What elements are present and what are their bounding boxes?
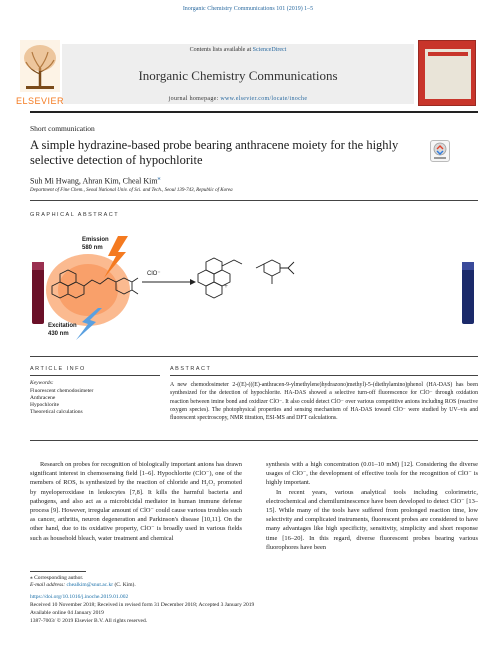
journal-homepage bbox=[62, 96, 414, 102]
divider-abstract bbox=[170, 375, 478, 376]
keywords-label: Keywords: bbox=[30, 380, 54, 386]
sciencedirect-link[interactable]: ScienceDirect bbox=[252, 47, 287, 53]
vial-blue bbox=[462, 262, 474, 324]
excitation-text: Excitation bbox=[48, 323, 77, 329]
journal-cover-thumbnail[interactable] bbox=[418, 40, 476, 106]
crossmark-badge[interactable] bbox=[430, 140, 450, 162]
abstract-heading: ABSTRACT bbox=[170, 366, 212, 372]
email-suffix: (C. Kim). bbox=[113, 582, 136, 588]
divider-info bbox=[30, 375, 160, 376]
keyword-item: Hypochlorite bbox=[30, 402, 60, 408]
email-line bbox=[30, 582, 136, 590]
keyword-item: Anthracene bbox=[30, 395, 56, 401]
graphical-abstract-heading: GRAPHICAL ABSTRACT bbox=[30, 212, 120, 218]
body-paragraph: Research on probes for recognition of biologically important anions has drawn significant interest in chemosensing field [1–6]. Hypochlorite (ClO⁻), one of the members of ROS, is synthesized by the reaction of chloride and H₂O₂ promoted by myeloperoxidase in leukocytes [7,8]. It kills the harmful bacteria and pathogens, and also act as a microbicidal mediator in human immune defense process [9]. However, irregular amount of ClO⁻ could cause various troubles such as cancer, arthritis, neuron degeneration and Parkinson's disease [10,11]. On the other hand, due to its oxidative property, ClO⁻ is broadly used in various fields such as household bleach, water treatment and chemical bbox=[30, 461, 242, 542]
keyword-item: Fluorescent chemodosimeter bbox=[30, 388, 94, 394]
divider-ga bbox=[30, 356, 478, 357]
email-link[interactable]: chealkim@snut.ac.kr bbox=[66, 582, 114, 588]
plus-sign: + bbox=[224, 282, 228, 290]
excitation-label bbox=[48, 322, 77, 338]
excitation-wavelength: 430 nm bbox=[48, 331, 69, 337]
emission-label bbox=[82, 236, 109, 252]
contents-line bbox=[62, 47, 414, 53]
divider-top bbox=[30, 200, 478, 201]
doi-line bbox=[30, 594, 128, 602]
body-left-column bbox=[30, 460, 242, 543]
article-info-heading: ARTICLE INFO bbox=[30, 366, 86, 372]
divider-body bbox=[30, 440, 478, 441]
elsevier-tree-logo bbox=[20, 40, 60, 102]
crossmark-icon bbox=[431, 141, 449, 161]
product-anthracene bbox=[198, 258, 242, 298]
cover-image bbox=[425, 49, 471, 99]
author-names: Suh Mi Hwang, Ahran Kim, Cheal Kim bbox=[30, 176, 158, 186]
vial-red bbox=[32, 262, 44, 324]
doi-link[interactable]: https://doi.org/10.1016/j.inoche.2019.01.002 bbox=[30, 594, 129, 600]
keyword-item: Theoretical calculations bbox=[30, 409, 83, 415]
received-dates: Received 10 November 2018; Received in revised form 31 December 2018; Accepted 3 January 2019 bbox=[30, 602, 255, 608]
product-benzaldehyde bbox=[256, 260, 294, 284]
elsevier-wordmark: ELSEVIER bbox=[16, 96, 65, 106]
cover-bar bbox=[428, 52, 468, 56]
corresponding-mark[interactable]: ⁎ bbox=[157, 176, 161, 182]
body-paragraph: In recent years, various analytical tools including colorimetric, electrochemical and chemiluminescence have been developed to detect ClO⁻ [13–15]. While many of the tools have suffered from prolonged reaction time, low selectivity and complicated instruments, fluorescent probes are considered to have many advantages like high specificity, sensitivity, simplicity and short response time [16–20]. In this regard, diverse fluorescent probes bearing various fluorophores have been bbox=[266, 488, 478, 551]
journal-title: Inorganic Chemistry Communications bbox=[138, 68, 338, 83]
article-title: A simple hydrazine-based probe bearing anthracene moiety for the highly selective detection of hypochlorite bbox=[30, 138, 399, 167]
copyright: 1387-7003/ © 2019 Elsevier B.V. All rights reserved. bbox=[30, 618, 148, 624]
body-paragraph: synthesis with a high concentration (0.01–10 mM) [12]. Considering the diverse usages of ClO⁻, the development of effective tools for the recognition of ClO⁻ is highly important. bbox=[266, 461, 478, 487]
journal-citation[interactable]: Inorganic Chemistry Communications 101 (2019) 1–5 bbox=[182, 6, 314, 12]
footnote-rule bbox=[30, 571, 86, 572]
homepage-prefix: journal homepage: bbox=[168, 96, 221, 102]
article-type: Short communication bbox=[30, 124, 95, 133]
body-right-column bbox=[266, 460, 478, 552]
author-list bbox=[30, 175, 161, 186]
emission-text: Emission bbox=[82, 237, 109, 243]
header-rule bbox=[30, 111, 478, 113]
abstract-text: A new chemodosimeter 2-((E)-(((E)-anthracen-9-ylmethylene)hydrazono)methyl)-5-(diethylamino)phenol (HA-DAS) has been synthesized for the detection of hypochlorite. HA-DAS showed a selective turn-off fluorescence for ClO⁻ through oxidation reaction between imine bond and oxidizer ClO⁻. It also could detect ClO⁻ over various competitive anions including ROS (reactive oxygen species). The photophysical properties and sensing mechanism of HA-DAS toward ClO⁻ were studied by UV–vis and fluorescent spectroscopy, NMR titration, ESI-MS and DFT calculations. bbox=[170, 382, 478, 422]
reagent-label: ClO⁻ bbox=[147, 271, 161, 277]
corresponding-note: ⁎ Corresponding author. bbox=[30, 575, 84, 581]
emission-wavelength: 580 nm bbox=[82, 245, 103, 251]
affiliation: Department of Fine Chem., Seoul National Univ. of Sci. and Tech., Seoul 139-743, Republic of Korea bbox=[30, 188, 233, 193]
available-online: Available online 04 January 2019 bbox=[30, 610, 104, 616]
email-label: E-mail address: bbox=[30, 582, 67, 588]
contents-prefix: Contents lists available at bbox=[189, 47, 253, 53]
homepage-link[interactable]: www.elsevier.com/locate/inoche bbox=[220, 96, 308, 102]
